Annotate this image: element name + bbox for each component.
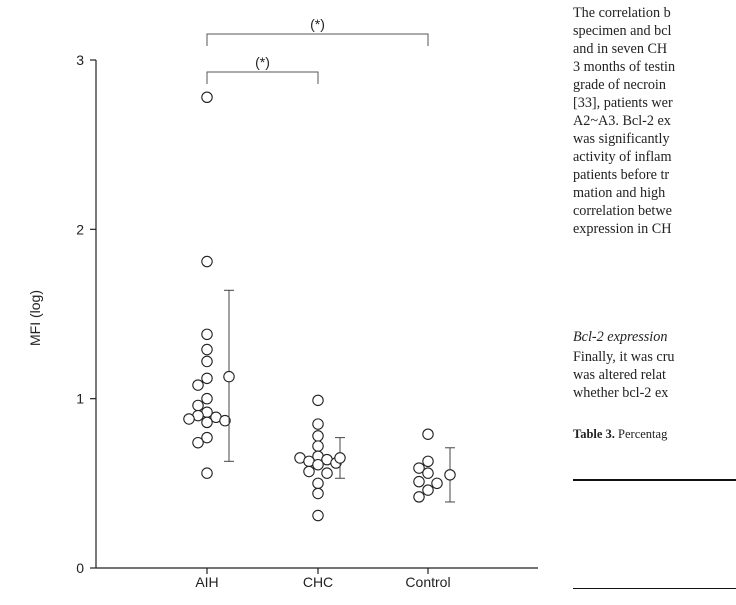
data-point (414, 492, 424, 502)
body-text-column (573, 0, 736, 605)
data-point (202, 373, 212, 383)
body-text-line: grade of necroin (573, 77, 666, 93)
y-tick-label: 2 (76, 221, 84, 238)
data-point (202, 344, 212, 354)
y-tick-label: 1 (76, 390, 84, 407)
table-caption (573, 425, 667, 443)
body-text-line: A2~A3. Bcl-2 ex (573, 113, 671, 129)
data-point (202, 356, 212, 366)
data-point (193, 380, 203, 390)
x-category-label: AIH (195, 574, 219, 590)
data-point (322, 468, 332, 478)
y-ticks (76, 52, 96, 576)
x-category-label: CHC (302, 574, 334, 590)
significance-bracket (207, 34, 428, 46)
data-points (184, 92, 442, 521)
data-point (202, 329, 212, 339)
mean-point (335, 453, 345, 463)
table-caption-number: Table 3. (573, 427, 615, 441)
body-text-line: was significantly (573, 131, 670, 147)
data-point (313, 431, 323, 441)
data-point (414, 476, 424, 486)
body-text-line: patients before tr (573, 167, 670, 183)
data-point (202, 256, 212, 266)
body-text-line: mation and high (573, 185, 666, 201)
data-point (432, 478, 442, 488)
body-text-line: 3 months of testin (573, 59, 676, 75)
data-point (193, 437, 203, 447)
data-point (313, 419, 323, 429)
body-text-line: Finally, it was cru (573, 349, 675, 365)
data-point (313, 510, 323, 520)
data-point (202, 393, 212, 403)
data-point (423, 429, 433, 439)
body-text-line: and in seven CH (573, 41, 668, 57)
body-text-line: activity of inflam (573, 149, 672, 165)
mean-point (445, 470, 455, 480)
data-point (202, 417, 212, 427)
significance-bracket (207, 72, 318, 84)
data-point (202, 468, 212, 478)
mean-point (224, 371, 234, 381)
body-text-line: The correlation b (573, 5, 671, 21)
data-point (423, 456, 433, 466)
body-text-line: specimen and bcl (573, 23, 672, 39)
table-caption-text: Percentag (614, 427, 668, 441)
significance-label: (*) (310, 16, 325, 32)
table-top-rule (573, 479, 736, 481)
data-point (313, 478, 323, 488)
y-tick-label: 3 (76, 52, 84, 68)
body-text-line: [33], patients wer (573, 95, 673, 111)
data-point (423, 468, 433, 478)
y-axis-label: MFI (log) (27, 290, 43, 346)
y-tick-label: 0 (76, 560, 84, 576)
data-point (313, 395, 323, 405)
significance-brackets (207, 16, 428, 84)
body-text-line: expression in CH (573, 221, 672, 237)
data-point (184, 414, 194, 424)
x-category-label: Control (405, 574, 451, 590)
body-text-line: whether bcl-2 ex (573, 385, 669, 401)
data-point (193, 400, 203, 410)
data-point (313, 460, 323, 470)
table-header-rule (573, 588, 736, 589)
body-text-line: was altered relat (573, 367, 666, 383)
section-subheading: Bcl-2 expression (573, 329, 668, 345)
x-categories (195, 568, 450, 590)
data-point (202, 92, 212, 102)
data-point (423, 485, 433, 495)
significance-label: (*) (255, 54, 270, 70)
data-point (304, 466, 314, 476)
data-point (313, 488, 323, 498)
data-point (313, 441, 323, 451)
body-text-line: correlation betwe (573, 203, 672, 219)
